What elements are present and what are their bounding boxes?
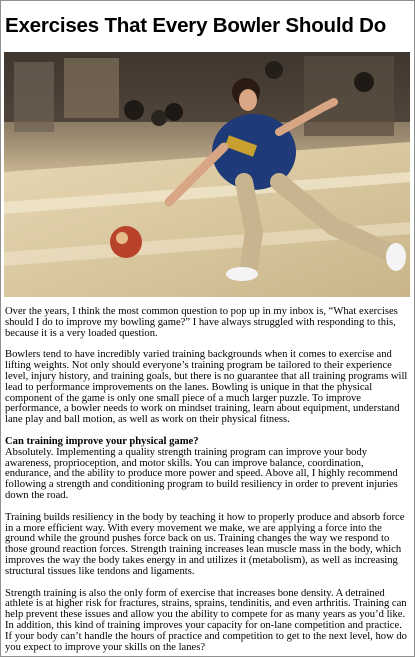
paragraph-3: Absolutely. Implementing a quality strength training program can improve your body awareness, proprioception, and motor skills. You can improve balance, coordination, endurance, and the ability to produce more power and speed. Above all, I highly recommend following a strength and conditioning program to build resiliency in order to prevent injuries down the road.	[5, 446, 398, 501]
article-body	[5, 307, 408, 657]
woman-bowling-photo	[4, 52, 410, 297]
paragraph-5: Strength training is also the only form of exercise that increases bone density. A detrained athlete is at higher risk for fractures, strains, sprains, tendinitis, and even arthritis. Training can help prevent these issues and allow you the ability to compete for as many years as you’d like. In addition, this kind of training improves your capacity for on-lane competition and practice. If your body can’t handle the hours of practice and competition to get to the next level, how do you expect to improve your skills on the lanes?	[5, 587, 407, 653]
page-title: Exercises That Every Bowler Should Do	[5, 14, 387, 37]
paragraph-2: Bowlers tend to have incredibly varied training backgrounds when it comes to exercise and lifting weights. Not only should everyone’s training program be tailored to their experience level, injury history, and training goals, but there is no guarantee that all training programs will lead to performance improvements on the lanes. Bowling is unique in that the physical component of the game is only one small piece of a much larger puzzle. To improve performance, a bowler needs to work on mindset training, learn about equipment, understand lane play and ball motion, as well as work on their physical fitness.	[5, 349, 408, 426]
hero-image	[4, 52, 410, 297]
paragraph-4: Training builds resiliency in the body by teaching it how to properly produce and absorb force in a more efficient way. With every movement we make, we are applying a force into the ground while the ground pushes force back on us. Training changes the way we respond to those ground reaction forces. Strength training increases lean muscle mass in the body, which improves the way the body takes energy in and utilizes it (metabolism), as well as increasing structural tissues like tendons and ligaments.	[5, 511, 405, 577]
intro-paragraph: Over the years, I think the most common question to pop up in my inbox is, “What exercises should I do to improve my bowling game?” I have always struggled with responding to this, because it is a very loaded question.	[5, 306, 398, 339]
section-heading: Can training improve your physical game?	[5, 435, 199, 447]
